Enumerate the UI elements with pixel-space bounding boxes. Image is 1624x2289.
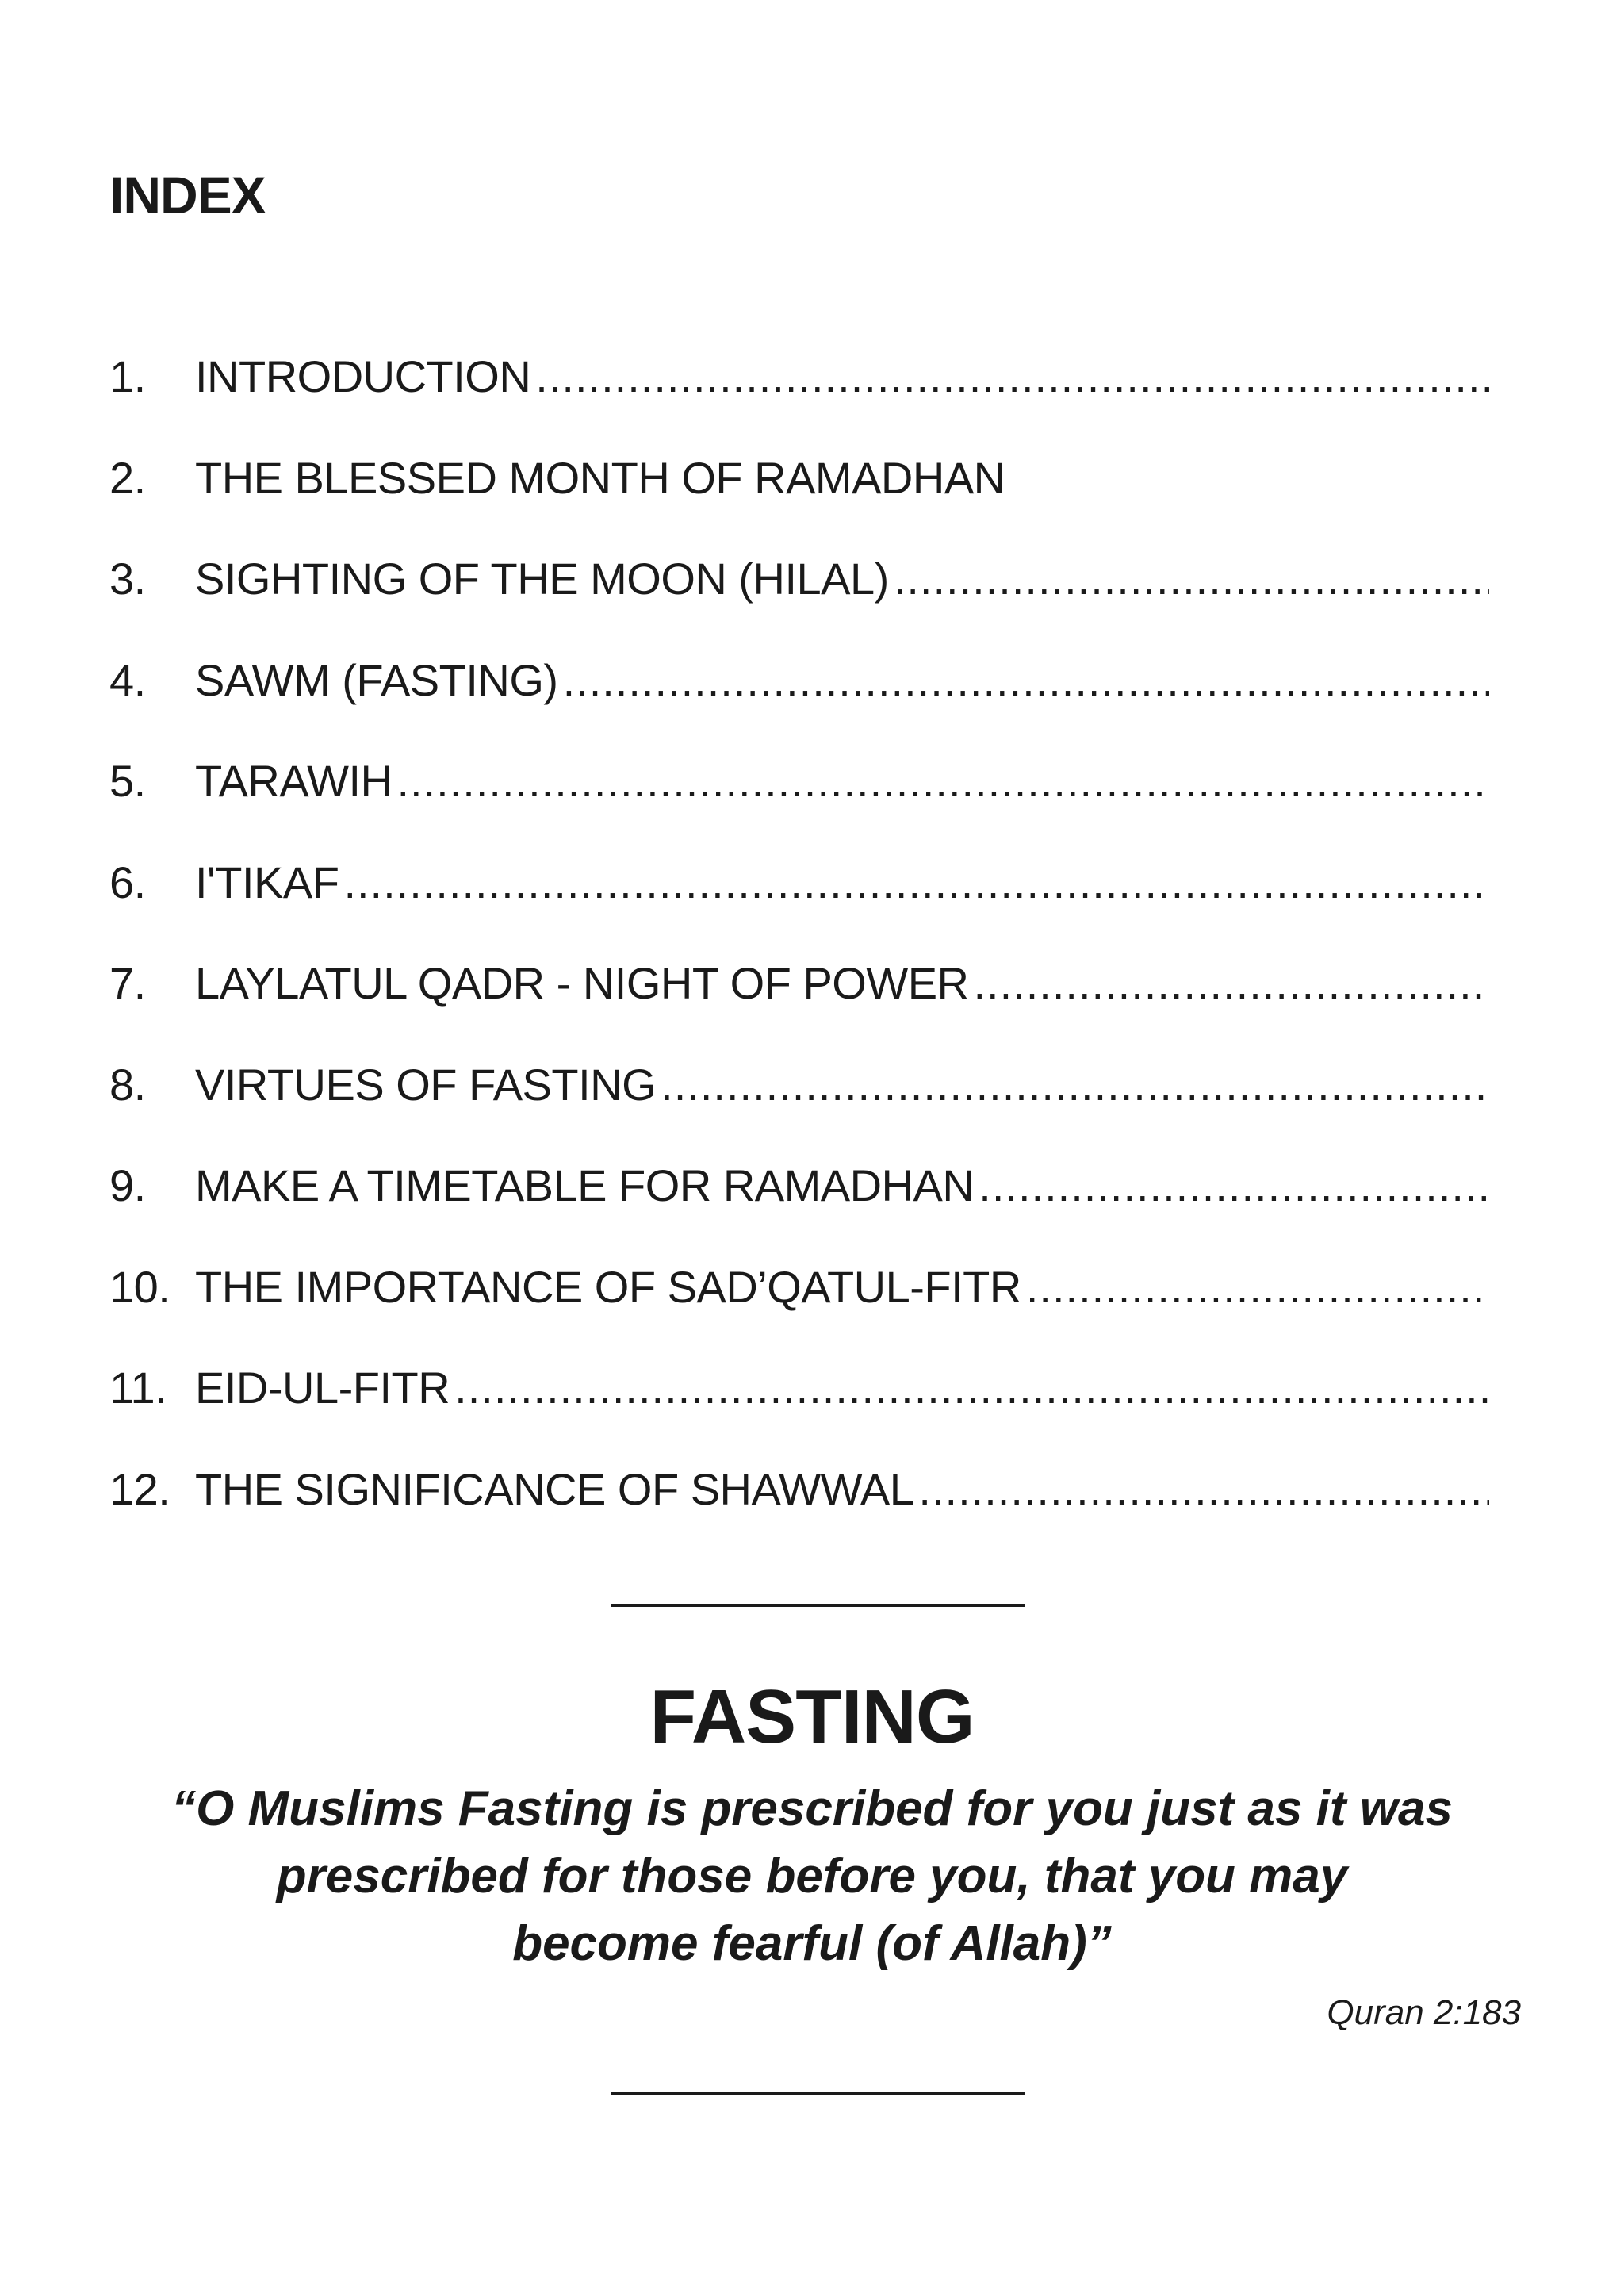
- toc-item-title: THE BLESSED MONTH OF RAMADHAN: [195, 452, 1005, 503]
- toc-item-number: 2.: [109, 452, 146, 503]
- toc-item-number: 11.: [109, 1363, 167, 1413]
- toc-item-title: SIGHTING OF THE MOON (HILAL): [195, 554, 889, 604]
- toc-dot-leader: [563, 649, 1489, 712]
- toc-dot-leader: [1026, 1256, 1489, 1319]
- toc-item-number: 4.: [109, 654, 146, 705]
- toc-dot-leader: [918, 1458, 1489, 1521]
- toc-item-number: 7.: [109, 958, 146, 1008]
- index-heading: INDEX: [109, 166, 266, 224]
- toc-item: [109, 547, 1489, 649]
- toc-item: [109, 649, 1489, 750]
- toc-dot-leader: [535, 345, 1489, 408]
- quote-line: become fearful (of Allah)”: [512, 1916, 1112, 1971]
- toc-item: [109, 1053, 1489, 1155]
- toc-item-number: 9.: [109, 1160, 146, 1210]
- quote-citation: Quran 2:183: [1327, 1993, 1521, 2032]
- toc-item: [109, 851, 1489, 953]
- toc-item-title: THE SIGNIFICANCE OF SHAWWAL: [195, 1463, 914, 1514]
- fasting-title: FASTING: [649, 1674, 975, 1759]
- toc-item: [109, 1356, 1489, 1458]
- quote-line: “O Muslims Fasting is prescribed for you just as it was: [171, 1781, 1453, 1836]
- toc-item-title: LAYLATUL QADR - NIGHT OF POWER: [195, 958, 969, 1008]
- toc-item: [109, 1458, 1489, 1559]
- toc-item-title: MAKE A TIMETABLE FOR RAMADHAN: [195, 1160, 975, 1210]
- toc-dot-leader: [979, 1154, 1489, 1217]
- toc-item-number: 6.: [109, 857, 146, 907]
- divider-bottom: [611, 2092, 1025, 2095]
- toc-item: [109, 345, 1489, 447]
- toc-item: [109, 1256, 1489, 1357]
- toc-item-title: EID-UL-FITR: [195, 1363, 450, 1413]
- toc-item: [109, 447, 1489, 548]
- toc-item-number: 10.: [109, 1261, 170, 1312]
- quran-quote: [143, 1775, 1481, 1977]
- toc-dot-leader: [974, 952, 1490, 1015]
- table-of-contents: [109, 345, 1489, 1559]
- toc-item-number: 3.: [109, 554, 146, 604]
- toc-dot-leader: [454, 1356, 1489, 1420]
- toc-item-number: 12.: [109, 1463, 170, 1514]
- toc-dot-leader: [396, 750, 1489, 813]
- toc-item-title: TARAWIH: [195, 756, 393, 806]
- toc-dot-leader: [661, 1053, 1489, 1117]
- toc-item-title: SAWM (FASTING): [195, 654, 558, 705]
- toc-item-number: 5.: [109, 756, 146, 806]
- quote-line: prescribed for those before you, that you may: [276, 1849, 1348, 1904]
- toc-item-title: INTRODUCTION: [195, 351, 531, 401]
- toc-dot-leader: [894, 547, 1489, 611]
- toc-item: [109, 1154, 1489, 1256]
- toc-item-number: 8.: [109, 1059, 146, 1110]
- toc-item: [109, 750, 1489, 851]
- toc-item: [109, 952, 1489, 1053]
- toc-item-title: THE IMPORTANCE OF SAD’QATUL-FITR: [195, 1261, 1021, 1312]
- toc-item-number: 1.: [109, 351, 146, 401]
- toc-item-title: I'TIKAF: [195, 857, 339, 907]
- divider-top: [611, 1604, 1025, 1607]
- toc-item-title: VIRTUES OF FASTING: [195, 1059, 657, 1110]
- toc-dot-leader: [343, 851, 1489, 914]
